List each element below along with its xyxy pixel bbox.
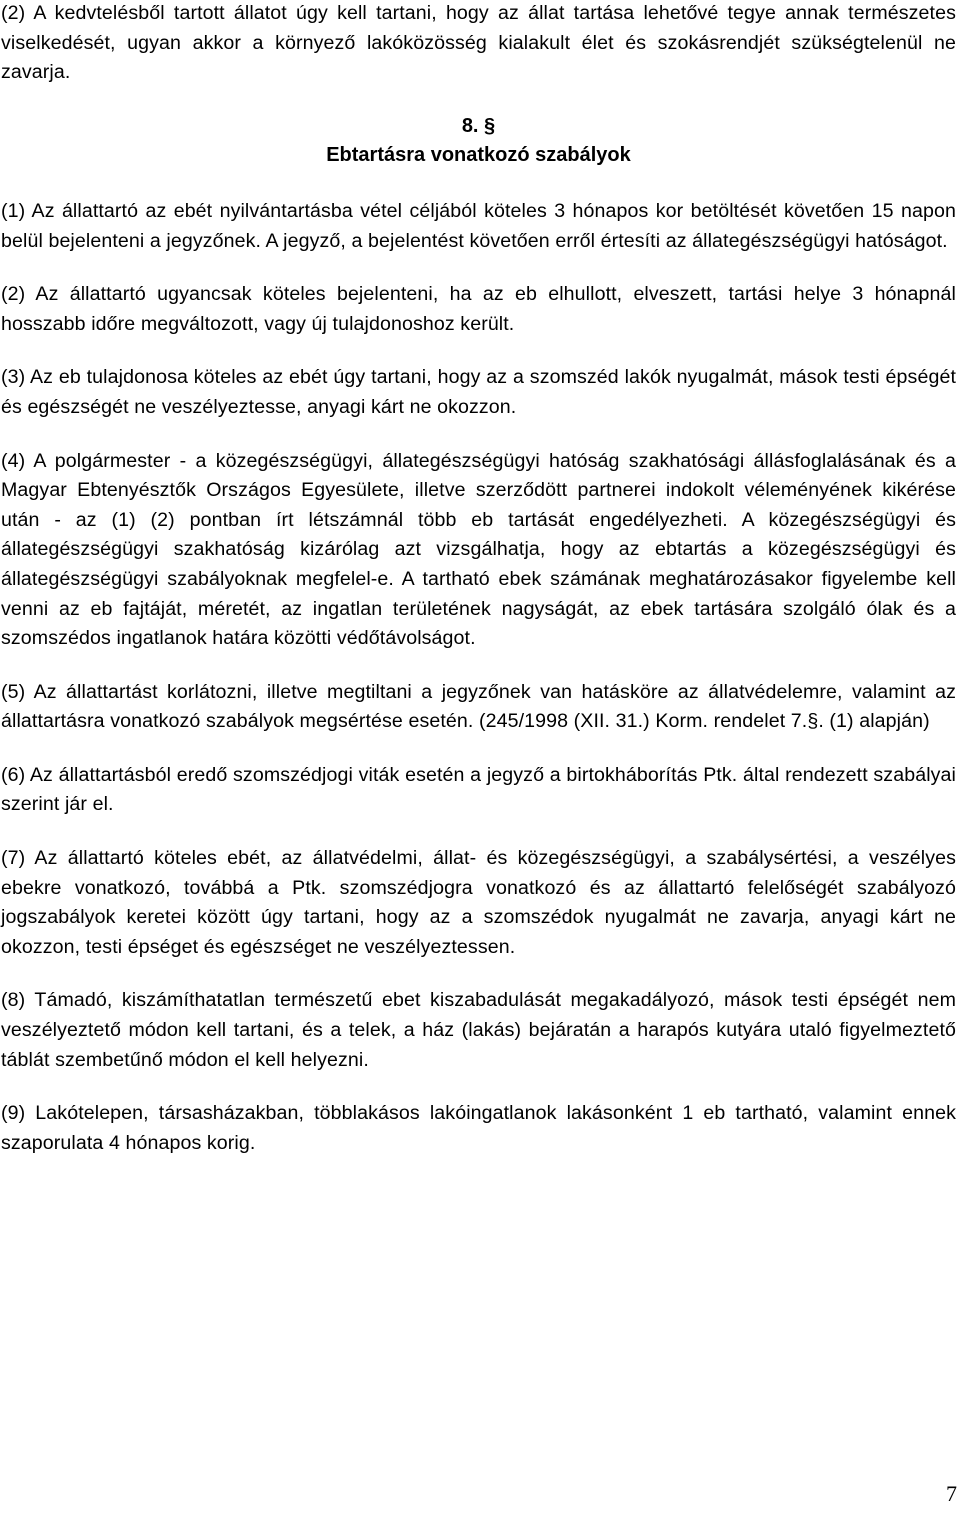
page-content [1,0,956,1158]
paragraph-9: (9) Lakótelepen, társasházakban, többlakásos lakóingatlanok lakásonként 1 eb tartható, valamint ennek szaporulata 4 hónapos korig. [1,1102,956,1154]
paragraph-8: (8) Támadó, kiszámíthatatlan természetű ebet kiszabadulását megakadályozó, mások testi épségét nem veszélyeztető módon kell tartani, és a telek, a ház (lakás) bejáratán a harapós kutyára utaló figyelmeztető táblát szembetűnő módon el kell helyezni. [1,989,956,1071]
paragraph-5: (5) Az állattartást korlátozni, illetve megtiltani a jegyzőnek van hatásköre az állatvédelemre, valamint az állattartásra vonatkozó szabályok megsértése esetén. (245/1998 (XII. 31.) Korm. rendelet 7.§. (1) alapján) [1,680,956,733]
paragraph-1: (1) Az állattartó az ebét nyilvántartásba vétel céljából köteles 3 hónapos kor betöltését követően 15 napon belül bejelenteni a jegyzőnek. A jegyző, a bejelentést követően erről értesíti az állategészségügyi hatóságot. [1,199,956,252]
paragraph-4: (4) A polgármester - a közegészségügyi, állategészségügyi hatóság szakhatósági állásfoglalásának és a Magyar Ebtenyésztők Országos Egyesülete, illetve szerződött partnerei indokolt véleményének kikérése után - az (1) (2) pontban írt létszámnál több eb tartását engedélyezheti. A közegészségügyi és állategészségügyi szakhatóság kizárólag azt vizsgálhatja, hogy az ebtartás a közegészségügyi és állategészségügyi szabályoknak megfelel-e. A tartható ebek számának meghatározásakor figyelembe kell venni az eb fajtáját, méretét, az ingatlan területének nagyságát, az ebek tartására szolgáló ólak és a szomszédos ingatlanok határa közötti védőtávolságot. [1,449,956,650]
section-title: Ebtartásra vonatkozó szabályok [326,144,631,167]
page-number: 7 [946,1481,957,1506]
intro-paragraph: (2) A kedvtelésből tartott állatot úgy kell tartani, hogy az állat tartása lehetővé tegye annak természetes viselkedését, ugyan akkor a környező lakóközösség kialakult élet és szokásrendjét szükségtelenül ne zavarja. [1,2,956,84]
paragraph-2: (2) Az állattartó ugyancsak köteles bejelenteni, ha az eb elhullott, elveszett, tartási helye 3 hónapnál hosszabb időre megváltozott, vagy új tulajdonoshoz került. [1,283,956,335]
paragraph-7: (7) Az állattartó köteles ebét, az állatvédelmi, állat- és közegészségügyi, a szabálysértési, a veszélyes ebekre vonatkozó, továbbá a Ptk. szomszédjogra vonatkozó és az állattartó felelőségét szabályozó jogszabályok keretei között úgy tartani, hogy az a szomszédok nyugalmát ne zavarja, anyagi kárt ne okozzon, testi épséget és egészséget ne veszélyeztessen. [1,847,956,958]
section-number: 8. § [461,114,496,137]
paragraph-6: (6) Az állattartásból eredő szomszédjogi viták esetén a jegyző a birtokháborítás Ptk. által rendezett szabályai szerint jár el. [1,763,956,816]
paragraph-3: (3) Az eb tulajdonosa köteles az ebét úgy tartani, hogy az a szomszéd lakók nyugalmát, mások testi épségét és egészségét ne veszélyeztesse, anyagi kárt ne okozzon. [1,366,956,418]
